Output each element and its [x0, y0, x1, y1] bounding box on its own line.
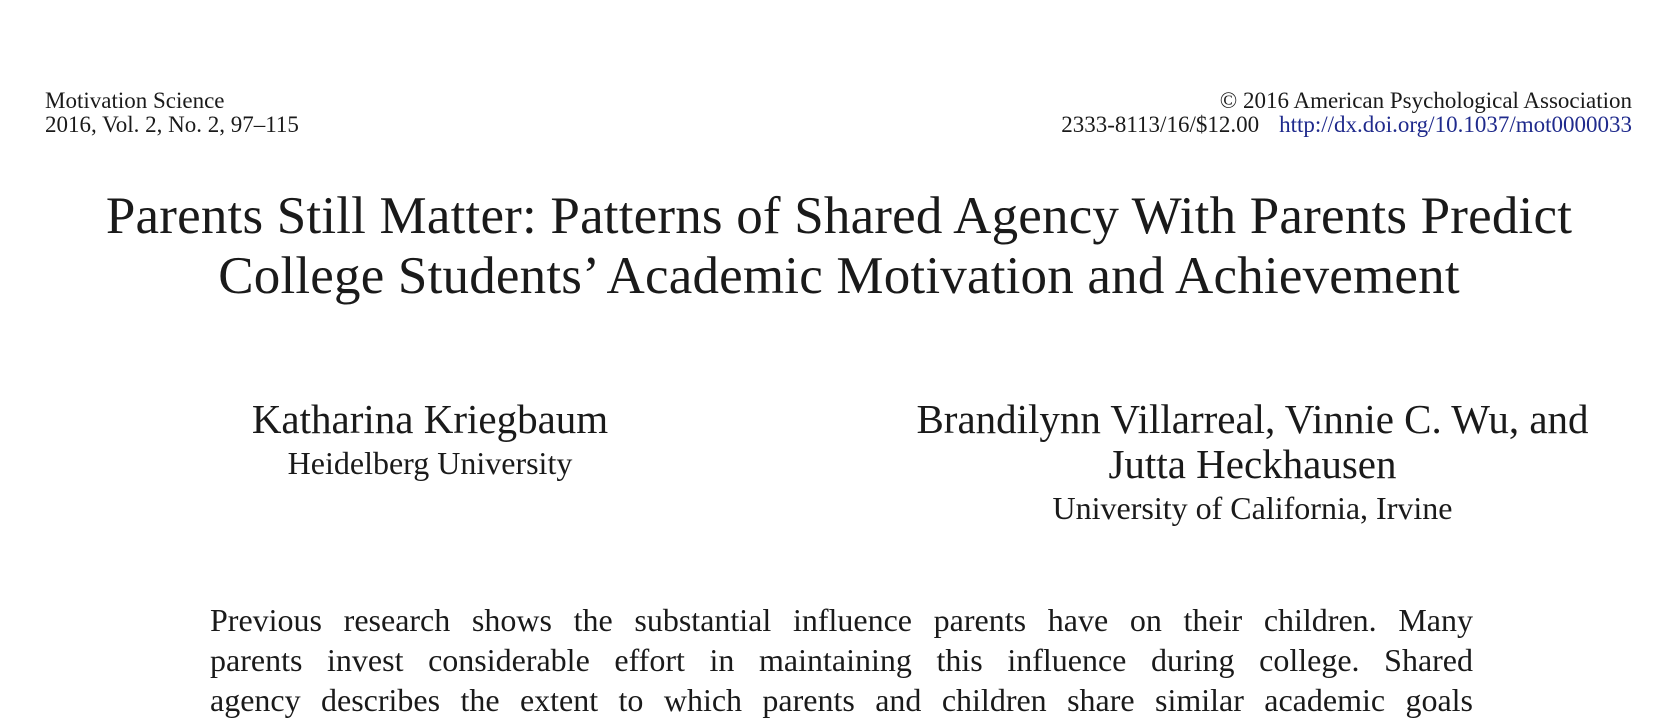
title-line-2: College Students’ Academic Motivation and Achievement	[218, 247, 1460, 305]
journal-citation: 2016, Vol. 2, No. 2, 97–115	[45, 112, 299, 137]
title-line-1: Parents Still Matter: Patterns of Shared Agency With Parents Predict	[105, 187, 1573, 245]
paper-title	[30, 186, 1648, 306]
author-group-right	[865, 397, 1640, 529]
author-names-line-2: Jutta Heckhausen	[1108, 441, 1397, 487]
author-group-left	[180, 397, 680, 484]
author-names: Katharina Kriegbaum	[251, 396, 609, 442]
issn-price: 2333-8113/16/$12.00	[1061, 112, 1260, 137]
doi-link[interactable]: http://dx.doi.org/10.1037/mot0000033	[1279, 112, 1632, 137]
journal-name: Motivation Science	[45, 88, 225, 113]
copyright-line: © 2016 American Psychological Association	[1219, 88, 1632, 113]
author-affiliation: Heidelberg University	[287, 445, 573, 481]
publisher-info	[1061, 89, 1632, 137]
abstract-line: agency describes the extent to which parents and children share similar academic goals	[210, 682, 1473, 718]
author-names-line-1: Brandilynn Villarreal, Vinnie C. Wu, and	[916, 396, 1589, 442]
author-affiliation: University of California, Irvine	[1052, 490, 1453, 526]
issn-doi-line	[1061, 113, 1632, 137]
abstract	[210, 600, 1473, 720]
abstract-line: Previous research shows the substantial influence parents have on their children. Many	[210, 602, 1473, 638]
abstract-line: parents invest considerable effort in maintaining this influence during college. Shared	[210, 642, 1473, 678]
journal-info	[45, 89, 299, 137]
